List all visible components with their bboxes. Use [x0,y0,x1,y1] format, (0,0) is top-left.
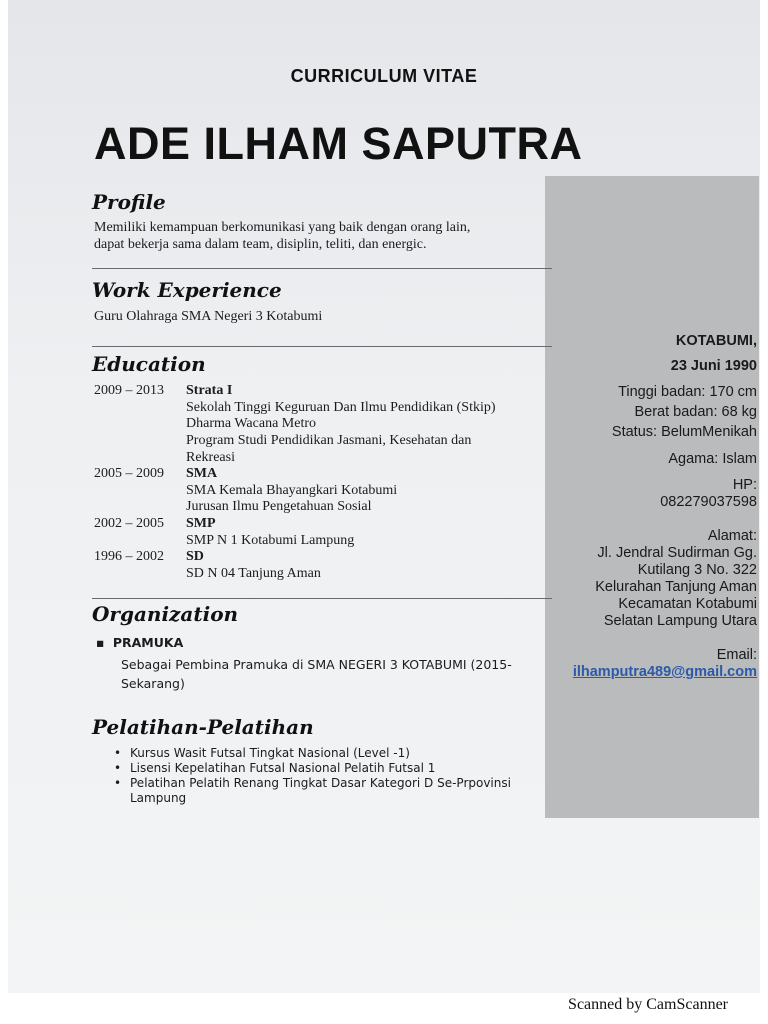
education-details [186,383,546,467]
phone-number: 082279037598 [660,494,757,510]
education-line: SMA Kemala Bhayangkari Kotabumi [186,482,398,498]
education-line: Jurusan Ilmu Pengetahuan Sosial [186,499,372,515]
education-line: Rekreasi [186,449,235,465]
weight-info: Berat badan: 68 kg [634,404,757,420]
organization-heading: Organization [92,602,239,626]
education-line: SMP N 1 Kotabumi Lampung [186,532,355,548]
education-years: 2009 – 2013 [94,383,164,398]
education-entry [94,383,544,467]
education-level: SD [186,549,204,564]
profile-line: Memiliki kemampuan berkomunikasi yang baik dengan orang lain, [94,220,471,235]
birth-date: 23 Juni 1990 [670,358,757,374]
organization-line: Sebagai Pembina Pramuka di SMA NEGERI 3 KOTABUMI (2015- [121,657,512,672]
education-line: Program Studi Pendidikan Jasmani, Kesehatan dan [186,433,472,449]
document-title: CURRICULUM VITAE [290,66,478,86]
personal-info-sidebar [545,176,759,818]
address-line: Kecamatan Kotabumi [618,596,757,612]
training-list [108,746,548,806]
work-text: Guru Olahraga SMA Negeri 3 Kotabumi [94,309,323,324]
address-line: Jl. Jendral Sudirman Gg. [597,545,757,561]
education-entry [94,466,544,518]
religion-info: Agama: Islam [668,451,757,467]
education-line: SD N 04 Tanjung Aman [186,565,321,581]
education-line: Dharma Wacana Metro [186,416,316,432]
education-entry [94,516,544,550]
marital-status: Status: BelumMenikah [611,424,757,440]
address-label: Alamat: [707,528,757,544]
phone-label: HP: [732,477,757,493]
education-heading: Education [92,352,206,376]
work-heading: Work Experience [92,278,282,302]
education-years: 1996 – 2002 [94,549,164,564]
height-info: Tinggi badan: 170 cm [618,384,757,400]
birth-place: KOTABUMI, [675,333,757,349]
organization-line: Sekarang) [121,676,185,691]
education-level: Strata I [186,383,233,398]
education-line: Sekolah Tinggi Keguruan Dan Ilmu Pendidikan (Stkip) [186,399,496,415]
education-details [186,466,546,516]
address-line: Selatan Lampung Utara [603,613,757,629]
email-label: Email: [716,647,757,663]
profile-line: dapat bekerja sama dalam team, disiplin, teliti, dan energic. [94,237,427,252]
organization-title [96,635,183,650]
training-heading: Pelatihan-Pelatihan [92,715,314,739]
list-item: • Pelatihan Pelatih Renang Tingkat Dasar Kategori D Se-Prpovinsi [108,776,548,791]
organization-name: PRAMUKA [112,635,184,650]
list-item: • Lisensi Kepelatihan Futsal Nasional Pelatih Futsal 1 [108,761,548,776]
address-line: Kelurahan Tanjung Aman [595,579,757,595]
organization-description [121,655,512,693]
square-bullet-icon: ▪ [96,635,105,650]
cv-page [8,0,760,993]
section-divider [92,598,552,599]
education-years: 2005 – 2009 [94,466,164,481]
section-divider [92,346,552,347]
person-name: ADE ILHAM SAPUTRA [94,118,583,169]
list-item-continuation: Lampung [130,791,187,805]
section-divider [92,268,552,269]
scanner-watermark: Scanned by CamScanner [568,996,728,1013]
education-details [186,516,546,549]
list-item: • Kursus Wasit Futsal Tingkat Nasional (Level -1) [108,746,548,761]
education-level: SMP [186,516,216,531]
address-line: Kutilang 3 No. 322 [637,562,757,578]
education-entry [94,549,544,583]
education-details [186,549,546,582]
profile-heading: Profile [92,190,166,214]
email-link[interactable]: ilhamputra489@gmail.com [572,664,757,680]
education-level: SMA [186,466,218,481]
education-years: 2002 – 2005 [94,516,164,531]
